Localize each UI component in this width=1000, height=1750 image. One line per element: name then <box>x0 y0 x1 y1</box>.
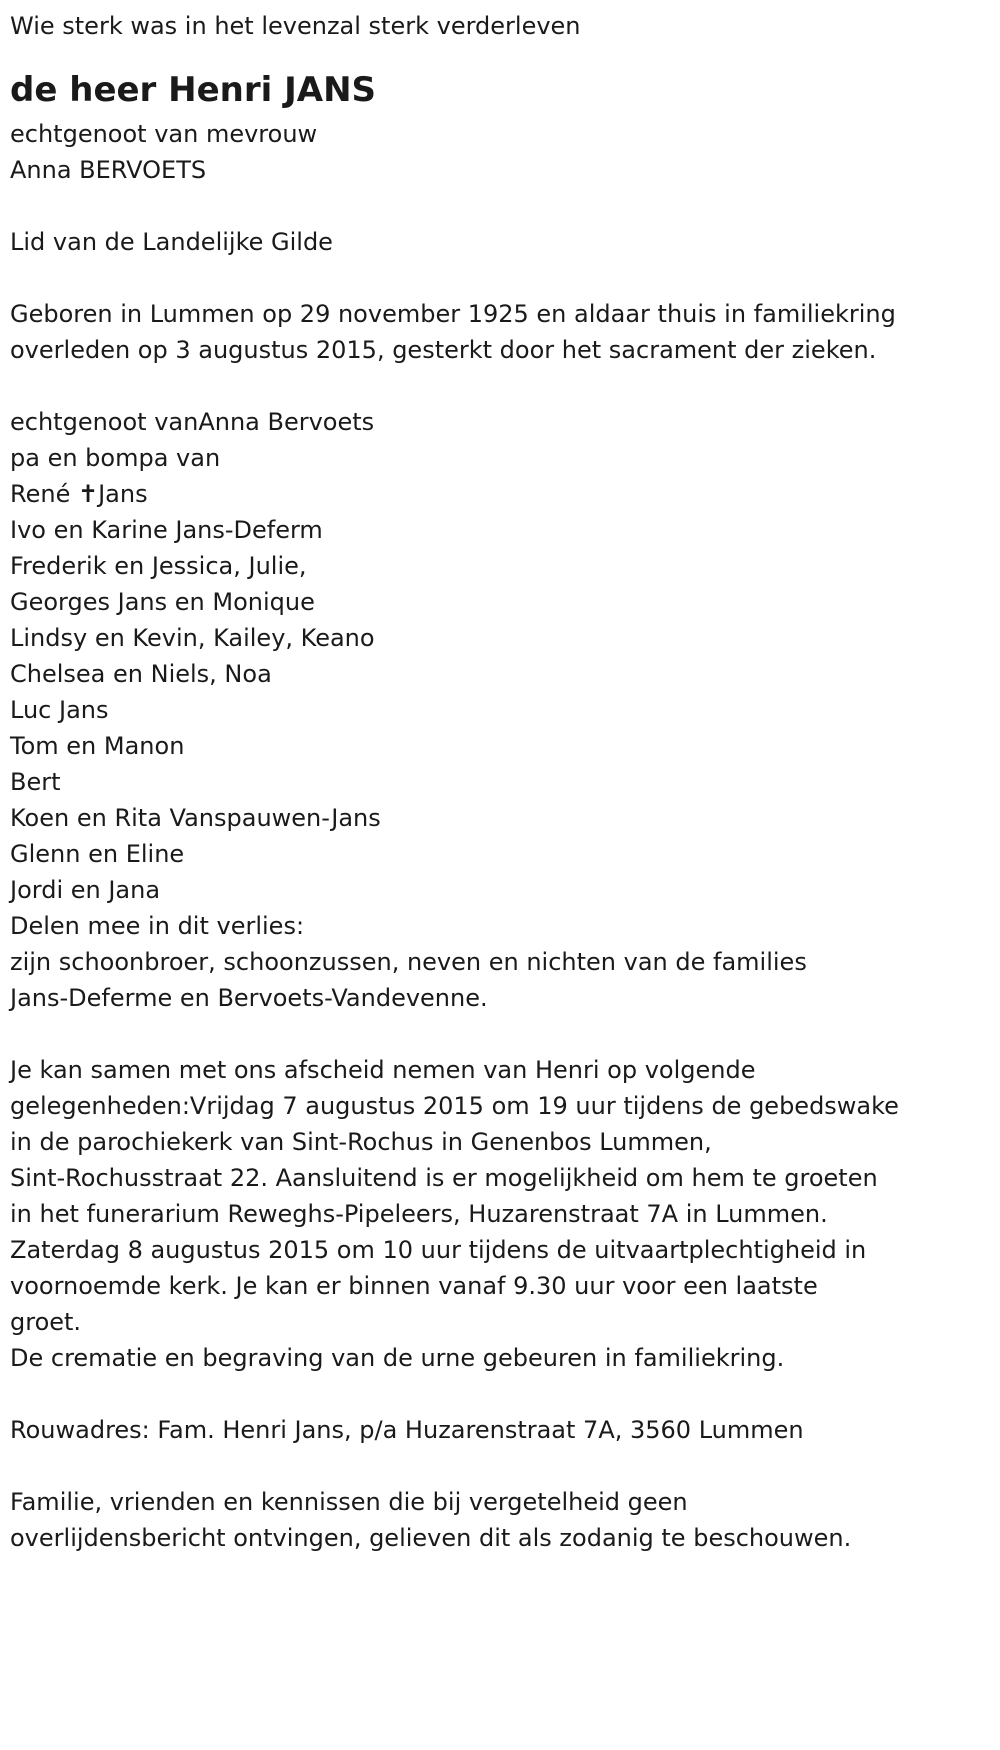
family-parent-line: pa en bompa van <box>10 444 221 472</box>
spacer <box>10 188 990 224</box>
spouse-name: Anna BERVOETS <box>10 156 207 184</box>
family-member: Tom en Manon <box>10 732 185 760</box>
family-member: Frederik en Jessica, Julie, <box>10 552 307 580</box>
family-member: Ivo en Karine Jans-Deferm <box>10 516 323 544</box>
ceremony-line: Je kan samen met ons afscheid nemen van Henri op volgende <box>10 1056 756 1084</box>
spouse-intro: echtgenoot van mevrouw <box>10 120 318 148</box>
spacer <box>10 1448 990 1484</box>
spacer <box>10 1376 990 1412</box>
motto: Wie sterk was in het levenzal sterk verderleven <box>10 12 581 40</box>
ceremony-line: groet. <box>10 1308 82 1336</box>
ceremony-line: De crematie en begraving van de urne gebeuren in familiekring. <box>10 1344 785 1372</box>
ceremony-line: in de parochiekerk van Sint-Rochus in Genenbos Lummen, <box>10 1128 712 1156</box>
birth-death-line: overleden op 3 augustus 2015, gesterkt door het sacrament der zieken. <box>10 336 877 364</box>
family-member: Luc Jans <box>10 696 109 724</box>
shared-loss-heading: Delen mee in dit verlies: <box>10 912 305 940</box>
family-member-rene <box>10 476 990 512</box>
rene-first-name: René <box>10 480 71 508</box>
family-member: Chelsea en Niels, Noa <box>10 660 272 688</box>
rene-last-name: Jans <box>98 480 148 508</box>
ceremony-line: in het funerarium Reweghs-Pipeleers, Huzarenstraat 7A in Lummen. <box>10 1200 828 1228</box>
birth-death-line: Geboren in Lummen op 29 november 1925 en aldaar thuis in familiekring <box>10 300 896 328</box>
family-member: Bert <box>10 768 61 796</box>
closing-line: overlijdensbericht ontvingen, gelieven dit als zodanig te beschouwen. <box>10 1524 852 1552</box>
family-member: Lindsy en Kevin, Kailey, Keano <box>10 624 375 652</box>
closing-line: Familie, vrienden en kennissen die bij vergetelheid geen <box>10 1488 688 1516</box>
ceremony-line: Zaterdag 8 augustus 2015 om 10 uur tijdens de uitvaartplechtigheid in <box>10 1236 867 1264</box>
birth-death-paragraph <box>10 296 990 368</box>
spacer <box>10 368 990 404</box>
mourning-address: Rouwadres: Fam. Henri Jans, p/a Huzarenstraat 7A, 3560 Lummen <box>10 1416 804 1444</box>
shared-loss-line: zijn schoonbroer, schoonzussen, neven en nichten van de families <box>10 948 807 976</box>
shared-loss-line: Jans-Deferme en Bervoets-Vandevenne. <box>10 984 488 1012</box>
family-list <box>10 404 990 1016</box>
membership: Lid van de Landelijke Gilde <box>10 228 333 256</box>
family-spouse-line: echtgenoot vanAnna Bervoets <box>10 408 375 436</box>
family-member: Georges Jans en Monique <box>10 588 315 616</box>
family-member: Glenn en Eline <box>10 840 185 868</box>
spacer <box>10 1016 990 1052</box>
ceremony-line: Sint-Rochusstraat 22. Aansluitend is er mogelijkheid om hem te groeten <box>10 1164 878 1192</box>
family-member: Koen en Rita Vanspauwen-Jans <box>10 804 381 832</box>
cross-icon: ✝ <box>77 480 99 508</box>
ceremony-line: voornoemde kerk. Je kan er binnen vanaf 9.30 uur voor een laatste <box>10 1272 818 1300</box>
closing-paragraph <box>10 1484 990 1556</box>
ceremony-line: gelegenheden:Vrijdag 7 augustus 2015 om 19 uur tijdens de gebedswake <box>10 1092 899 1120</box>
spacer <box>10 260 990 296</box>
family-member: Jordi en Jana <box>10 876 161 904</box>
ceremony-paragraph <box>10 1052 990 1376</box>
deceased-name: de heer Henri JANS <box>10 70 377 110</box>
